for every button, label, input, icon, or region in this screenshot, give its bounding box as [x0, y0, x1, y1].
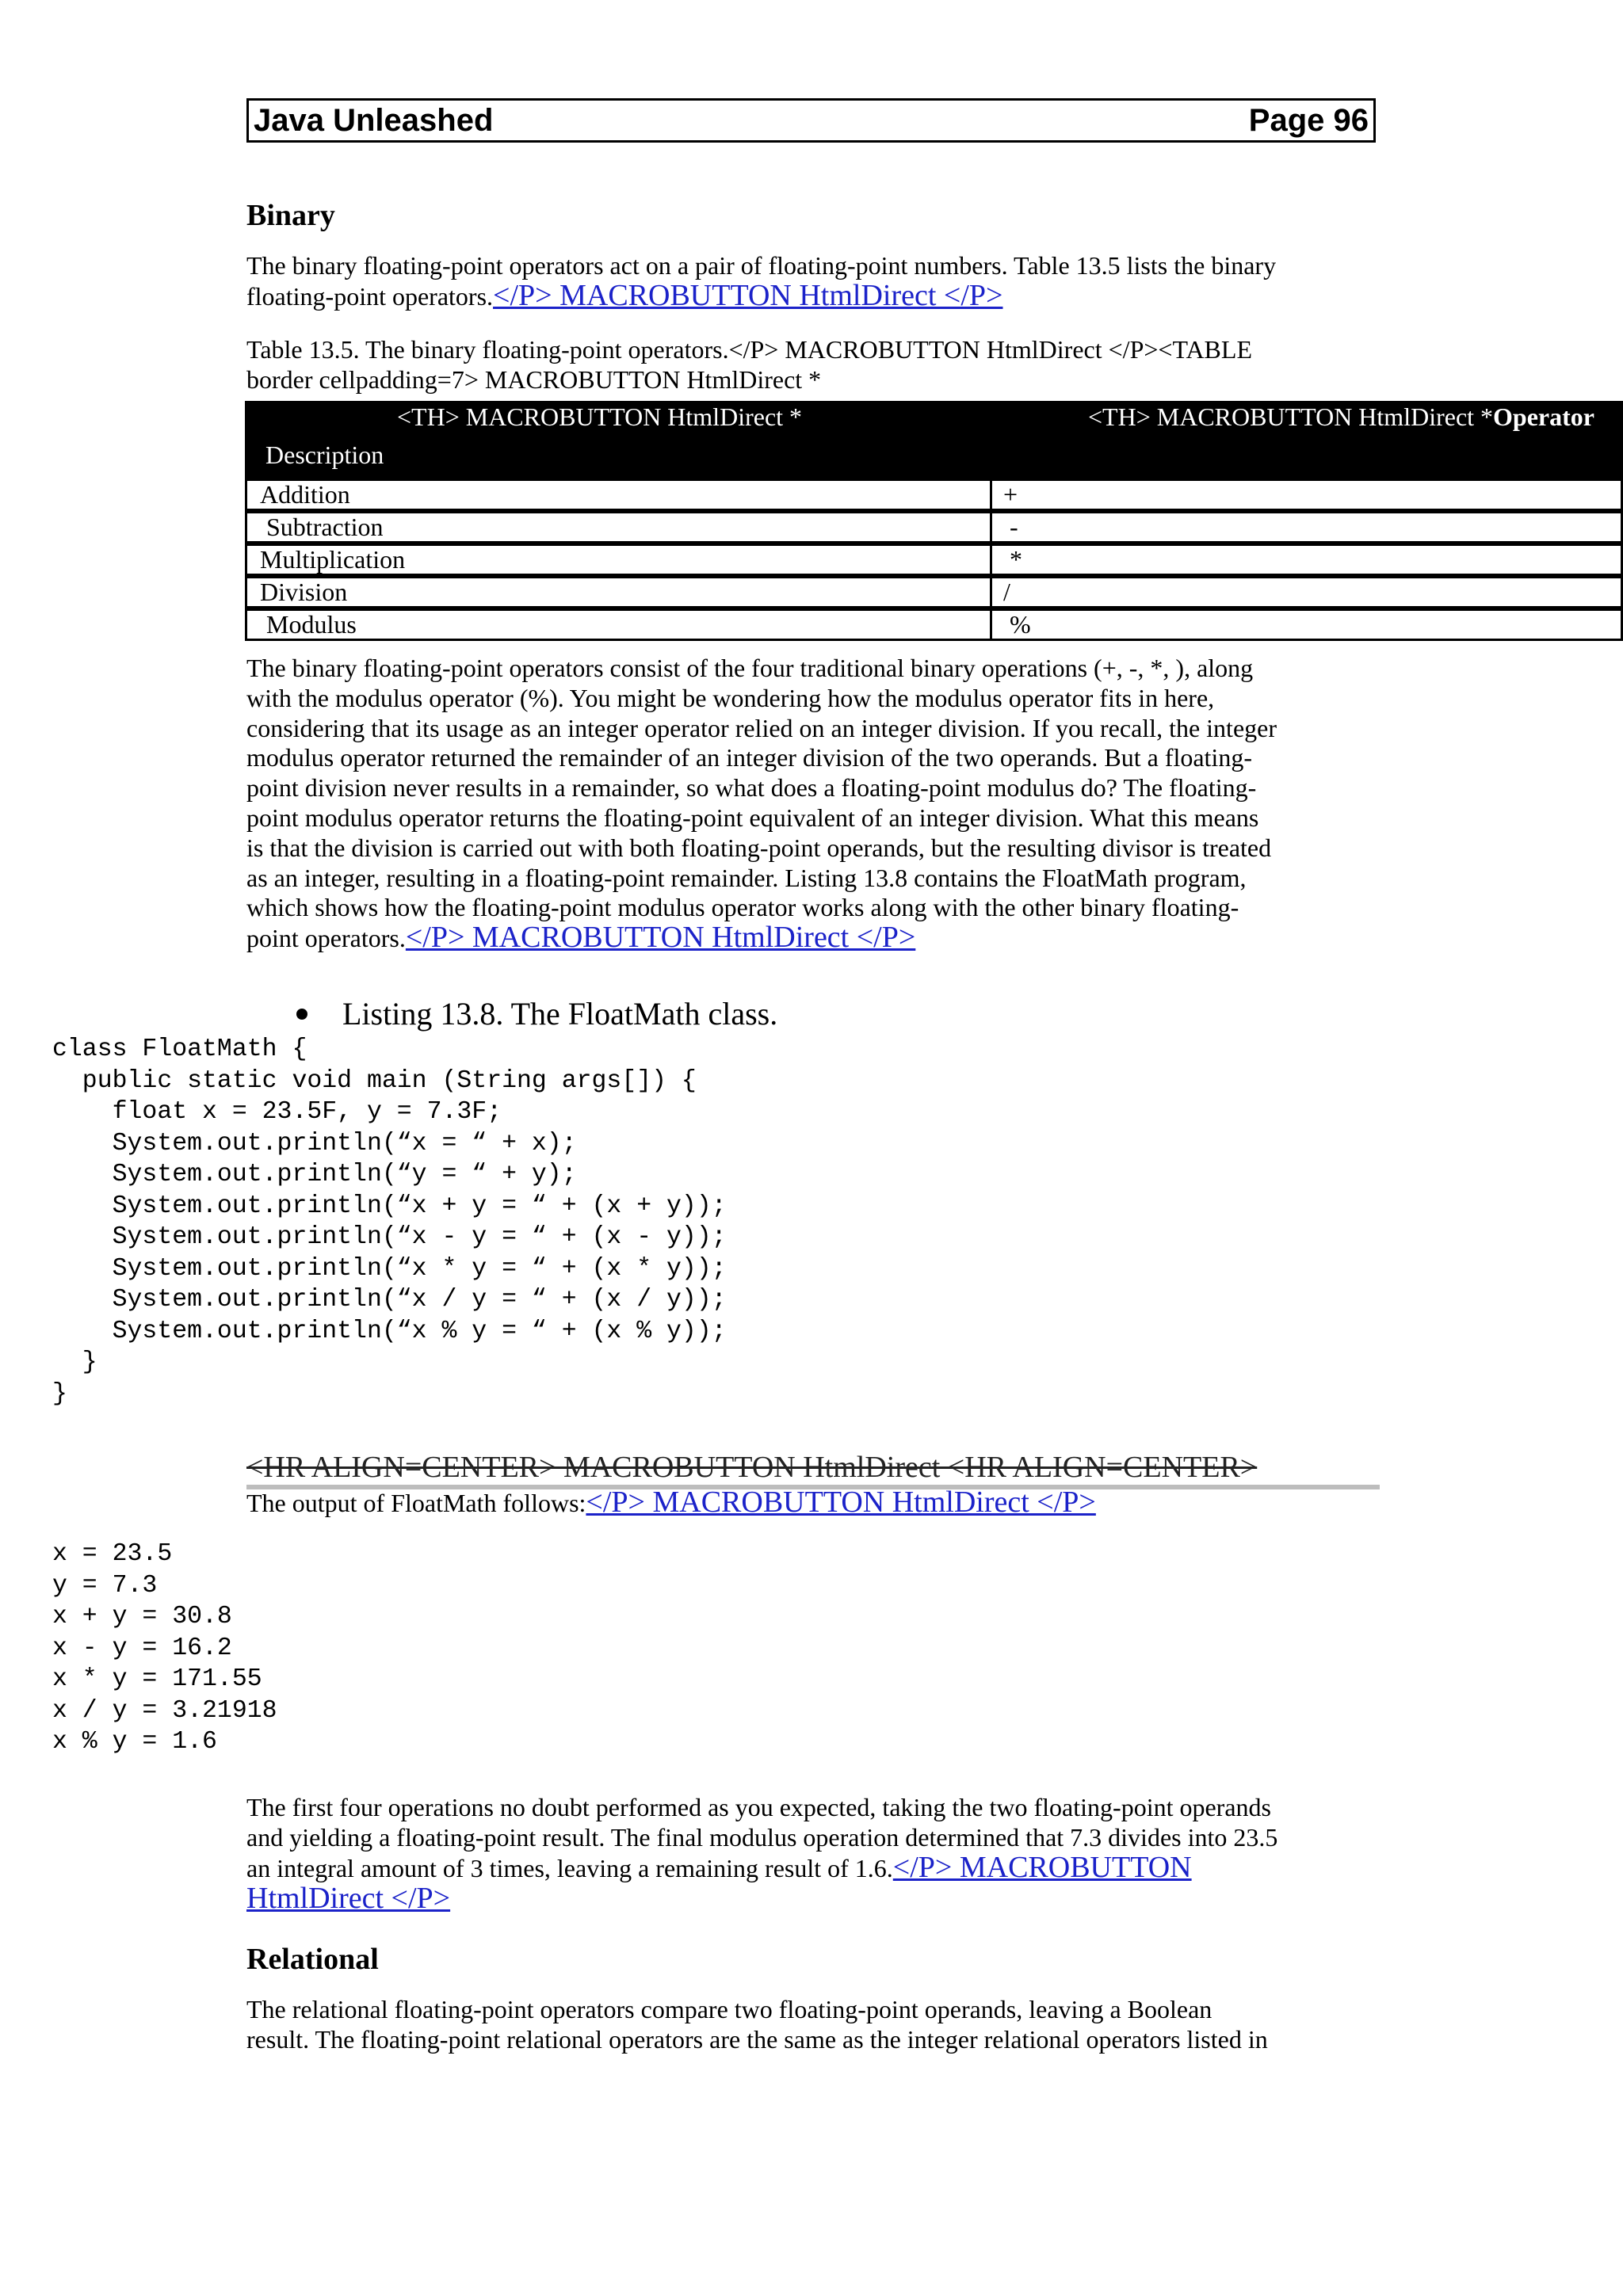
bullet-icon [296, 1009, 307, 1020]
table-row [245, 511, 1623, 543]
macrobutton-link[interactable]: HtmlDirect </P> [246, 1882, 451, 1915]
table-caption [246, 334, 1388, 395]
body-line: is that the division is carried out with both floating-point operands, but the resulting divisor is treated [246, 833, 1272, 862]
binary-body-paragraph [246, 654, 1381, 954]
output-intro-text: The output of FloatMath follows: [246, 1489, 586, 1517]
conclusion-paragraph [246, 1792, 1381, 1914]
conclusion-line-4 [246, 1883, 1381, 1914]
table-row [245, 576, 1623, 608]
relational-line-2: result. The floating-point relational operators are the same as the integer relational operators listed in [246, 2025, 1268, 2054]
conclusion-line-1: The first four operations no doubt performed as you expected, taking the two floating-point operands [246, 1793, 1271, 1821]
macrobutton-link[interactable]: </P> MACROBUTTON [892, 1851, 1192, 1884]
body-line: The binary floating-point operators consist of the four traditional binary operations (+, -, *, ), along [246, 654, 1254, 682]
table-caption-line-1: Table 13.5. The binary floating-point operators.</P> MACROBUTTON HtmlDirect </P><TABLE [246, 335, 1252, 364]
conclusion-line-3 [246, 1852, 1381, 1883]
intro-line-2 [246, 280, 1381, 311]
body-last-text: point operators. [246, 924, 406, 953]
table-cell-description: Multiplication [260, 545, 406, 574]
table-cell-description: Subtraction [260, 513, 384, 541]
table-column-divider [990, 546, 992, 574]
table-header-col2 [1088, 402, 1594, 432]
table-cell-description: Addition [260, 480, 350, 509]
table-column-divider [990, 481, 992, 509]
table-column-divider [990, 611, 992, 639]
table-column-divider [990, 513, 992, 541]
macrobutton-link[interactable]: </P> MACROBUTTON HtmlDirect </P> [405, 921, 916, 955]
code-listing: class FloatMath { public static void main (String args[]) { float x = 23.5F, y = 7.3F; System.out.println(“x = “ + x); System.out.println(“y = “ + y); System.out.println(“x + y = “ + (x + y)); System.out.println(“x - y = “ + (x - y)); System.out.println(“x * y = “ + (x * y)); System.out.println(“x / y = “ + (x / y)); System.out.println(“x % y = “ + (x % y)); } } [52, 1035, 727, 1408]
program-output: x = 23.5 y = 7.3 x + y = 30.8 x - y = 16.2 x * y = 171.55 x / y = 3.21918 x % y = 1.6 [52, 1540, 277, 1756]
body-line: with the modulus operator (%). You might be wondering how the modulus operator fits in here, [246, 683, 1215, 712]
table-cell-operator: - [1003, 513, 1018, 541]
body-line-last [246, 923, 1381, 954]
book-title: Java Unleashed [254, 102, 494, 138]
macrobutton-link[interactable]: </P> MACROBUTTON HtmlDirect </P> [493, 279, 1003, 312]
conclusion-line-2: and yielding a floating-point result. The final modulus operation determined that 7.3 divides into 23.5 [246, 1823, 1278, 1852]
table-column-divider [990, 578, 992, 606]
table-cell-description: Modulus [260, 610, 357, 639]
section-heading-relational: Relational [246, 1943, 379, 1976]
relational-line-1: The relational floating-point operators compare two floating-point operands, leaving a Boolean [246, 1995, 1212, 2023]
body-line: point division never results in a remainder, so what does a floating-point modulus do? The floating- [246, 773, 1257, 803]
body-line: modulus operator returned the remainder of an integer division of the two operands. But a floating- [246, 743, 1252, 772]
conclusion-line-3-text: an integral amount of 3 times, leaving a remaining result of 1.6. [246, 1854, 893, 1882]
hr-placeholder: <HR ALIGN=CENTER> MACROBUTTON HtmlDirect <HR ALIGN=CENTER> [246, 1450, 1380, 1489]
intro-line-2-text: floating-point operators. [246, 282, 494, 311]
table-cell-description: Division [260, 578, 348, 606]
body-line: which shows how the floating-point modulus operator works along with the other binary floating- [246, 893, 1239, 922]
relational-paragraph [246, 1994, 1381, 2054]
table-row [245, 479, 1623, 511]
table-cell-operator: + [1003, 480, 1018, 509]
macrobutton-link[interactable]: </P> MACROBUTTON HtmlDirect </P> [586, 1486, 1096, 1519]
table-header-col1-label: Description [265, 441, 384, 469]
table-row [245, 543, 1623, 576]
intro-line-1: The binary floating-point operators act on a pair of floating-point numbers. Table 13.5 lists the binary [246, 251, 1277, 280]
table-cell-operator: / [1003, 578, 1010, 606]
page-header [246, 98, 1376, 143]
output-intro [246, 1487, 1096, 1518]
page-number: Page 96 [1248, 102, 1369, 138]
binary-intro-paragraph [246, 250, 1381, 311]
section-heading-binary: Binary [246, 199, 335, 232]
body-line: considering that its usage as an integer operator relied on an integer division. If you recall, the integer [246, 713, 1277, 742]
table-header-col2-text: <TH> MACROBUTTON HtmlDirect * [1088, 402, 1494, 431]
table-header-col2-bold: Operator [1493, 402, 1594, 431]
body-line: point modulus operator returns the floating-point equivalent of an integer division. What this means [246, 803, 1259, 832]
listing-title: Listing 13.8. The FloatMath class. [342, 996, 778, 1032]
table-cell-operator: * [1003, 545, 1022, 574]
table-header [245, 401, 1623, 479]
table-header-col1: <TH> MACROBUTTON HtmlDirect * [397, 402, 803, 431]
table-row [245, 608, 1623, 641]
table-caption-line-2: border cellpadding=7> MACROBUTTON HtmlDirect * [246, 365, 822, 394]
table-cell-operator: % [1003, 610, 1031, 639]
listing-bullet-item [296, 996, 777, 1032]
body-line: as an integer, resulting in a floating-point remainder. Listing 13.8 contains the FloatMath program, [246, 863, 1247, 892]
